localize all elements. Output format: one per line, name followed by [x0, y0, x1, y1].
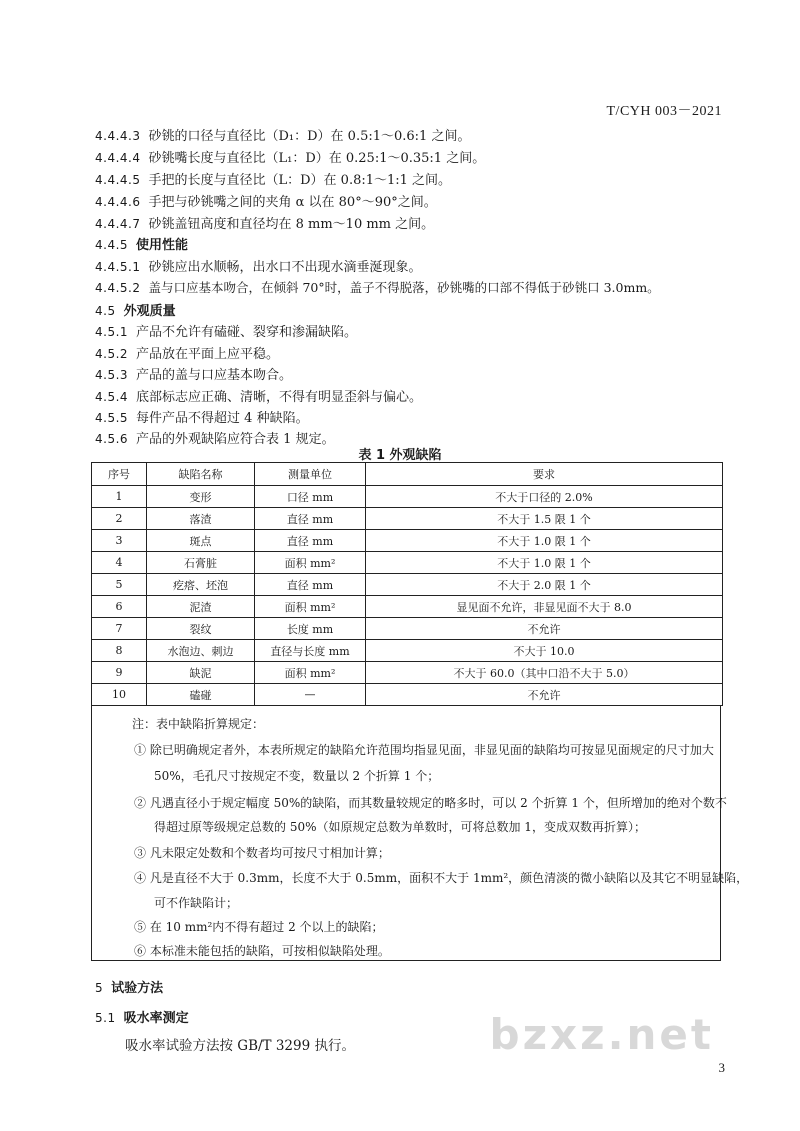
- table-cell: —: [255, 684, 366, 706]
- note-line: ⑤ 在 10 mm²内不得有超过 2 个以上的缺陷；: [134, 920, 384, 934]
- table-caption: 表 1 外观缺陷: [358, 448, 442, 463]
- table-cell: 直径 mm: [255, 574, 366, 596]
- watermark: bzxz.net: [489, 1010, 714, 1059]
- document-code: T/CYH 003－2021: [606, 104, 722, 119]
- clause-4-5-5: 4.5.5 每件产品不得超过 4 种缺陷。: [95, 411, 309, 426]
- table-row: [92, 640, 723, 662]
- section-heading-4-4-5: 4.4.5 使用性能: [95, 238, 189, 253]
- clause-4-4-4-4: 4.4.4.4 砂铫嘴长度与直径比（L₁：D）在 0.25:1～0.35:1 之间。: [95, 151, 486, 166]
- note-line: 50%，毛孔尺寸按规定不变，数量以 2 个折算 1 个；: [154, 769, 440, 783]
- table-cell: 不大于口径的 2.0%: [366, 486, 723, 508]
- table-cell: 不大于 2.0 限 1 个: [366, 574, 723, 596]
- column-header-requirement: 要求: [366, 463, 723, 486]
- table-cell: 缺泥: [147, 662, 255, 684]
- table-cell: 不大于 60.0（其中口沿不大于 5.0）: [366, 662, 723, 684]
- table-notes: [91, 705, 749, 961]
- table-cell: 不大于 1.0 限 1 个: [366, 530, 723, 552]
- column-header-unit: 测量单位: [255, 463, 366, 486]
- table-row: [92, 596, 723, 618]
- table-cell: 5: [92, 574, 147, 596]
- table-cell: 磕碰: [147, 684, 255, 706]
- defects-table: [91, 462, 723, 706]
- table-header-row: [92, 463, 723, 486]
- table-cell: 8: [92, 640, 147, 662]
- clause-4-5-1: 4.5.1 产品不允许有磕碰、裂穿和渗漏缺陷。: [95, 325, 358, 340]
- table-cell: 10: [92, 684, 147, 706]
- clause-4-4-5-1: 4.4.5.1 砂铫应出水顺畅，出水口不出现水滴垂涎现象。: [95, 260, 422, 275]
- table-cell: 面积 mm²: [255, 552, 366, 574]
- clause-4-4-4-6: 4.4.4.6 手把与砂铫嘴之间的夹角 α 以在 80°～90°之间。: [95, 195, 437, 210]
- table-cell: 不大于 1.0 限 1 个: [366, 552, 723, 574]
- table-cell: 4: [92, 552, 147, 574]
- table-row: [92, 662, 723, 684]
- table-cell: 泥渣: [147, 596, 255, 618]
- note-line: 得超过原等级规定总数的 50%（如原规定总数为单数时，可将总数加 1，变成双数再折算）；: [154, 820, 646, 834]
- table-cell: 疙瘩、坯泡: [147, 574, 255, 596]
- note-line: ② 凡遇直径小于规定幅度 50%的缺陷，而其数量较规定的略多时，可以 2 个折算 1 个，但所增加的绝对个数不: [134, 796, 727, 810]
- clause-4-5-3: 4.5.3 产品的盖与口应基本吻合。: [95, 368, 293, 383]
- clause-4-4-4-5: 4.4.4.5 手把的长度与直径比（L：D）在 0.8:1～1:1 之间。: [95, 173, 452, 188]
- section-heading-4-5: 4.5 外观质量: [95, 304, 176, 319]
- table-cell: 不大于 10.0: [366, 640, 723, 662]
- section-heading-5-1: 5.1 吸水率测定: [95, 1011, 189, 1026]
- table-cell: 面积 mm²: [255, 596, 366, 618]
- table-cell: 7: [92, 618, 147, 640]
- note-line: ③ 凡未限定处数和个数者均可按尺寸相加计算；: [134, 846, 390, 860]
- note-line: ④ 凡是直径不大于 0.3mm，长度不大于 0.5mm，面积不大于 1mm²，颜色清淡的微小缺陷以及其它不明显缺陷，: [134, 871, 749, 885]
- note-line: ⑥ 本标准未能包括的缺陷，可按相似缺陷处理。: [134, 944, 390, 958]
- table-cell: 1: [92, 486, 147, 508]
- table-cell: 不大于 1.5 限 1 个: [366, 508, 723, 530]
- table-cell: 口径 mm: [255, 486, 366, 508]
- table-cell: 不允许: [366, 684, 723, 706]
- clause-4-5-6: 4.5.6 产品的外观缺陷应符合表 1 规定。: [95, 432, 335, 447]
- clause-4-4-4-7: 4.4.4.7 砂铫盖钮高度和直径均在 8 mm～10 mm 之间。: [95, 217, 435, 232]
- note-line: 可不作缺陷计；: [154, 896, 239, 910]
- table-cell: 直径与长度 mm: [255, 640, 366, 662]
- table-row: [92, 618, 723, 640]
- table-cell: 水泡边、刺边: [147, 640, 255, 662]
- notes-title: 注：表中缺陷折算规定：: [132, 717, 265, 731]
- table-cell: 2: [92, 508, 147, 530]
- table-cell: 不允许: [366, 618, 723, 640]
- table-row: [92, 552, 723, 574]
- table-cell: 面积 mm²: [255, 662, 366, 684]
- page-number: 3: [718, 1060, 725, 1075]
- table-row: [92, 684, 723, 706]
- table-cell: 落渣: [147, 508, 255, 530]
- table-row: [92, 530, 723, 552]
- table-cell: 长度 mm: [255, 618, 366, 640]
- table-cell: 直径 mm: [255, 530, 366, 552]
- table-cell: 裂纹: [147, 618, 255, 640]
- table-cell: 石膏脏: [147, 552, 255, 574]
- table-row: [92, 508, 723, 530]
- note-line: ① 除已明确规定者外，本表所规定的缺陷允许范围均指显见面，非显见面的缺陷均可按显见面规定的尺寸加大: [134, 743, 714, 757]
- table-cell: 3: [92, 530, 147, 552]
- table-row: [92, 486, 723, 508]
- clause-4-5-2: 4.5.2 产品放在平面上应平稳。: [95, 347, 280, 362]
- table-cell: 显见面不允许，非显见面不大于 8.0: [366, 596, 723, 618]
- clause-4-5-4: 4.5.4 底部标志应正确、清晰，不得有明显歪斜与偏心。: [95, 390, 423, 405]
- clause-4-4-5-2: 4.4.5.2 盖与口应基本吻合，在倾斜 70°时，盖子不得脱落，砂铫嘴的口部不得低于砂铫口 3.0mm。: [95, 280, 660, 295]
- clause-4-4-4-3: 4.4.4.3 砂铫的口径与直径比（D₁：D）在 0.5:1～0.6:1 之间。: [95, 129, 471, 144]
- table-row: [92, 574, 723, 596]
- table-cell: 斑点: [147, 530, 255, 552]
- paragraph-5-1: 吸水率试验方法按 GB/T 3299 执行。: [125, 1038, 355, 1054]
- table-cell: 变形: [147, 486, 255, 508]
- table-cell: 9: [92, 662, 147, 684]
- table-cell: 6: [92, 596, 147, 618]
- table-cell: 直径 mm: [255, 508, 366, 530]
- section-heading-5: 5 试验方法: [95, 981, 164, 996]
- column-header-defect: 缺陷名称: [147, 463, 255, 486]
- column-header-no: 序号: [92, 463, 147, 486]
